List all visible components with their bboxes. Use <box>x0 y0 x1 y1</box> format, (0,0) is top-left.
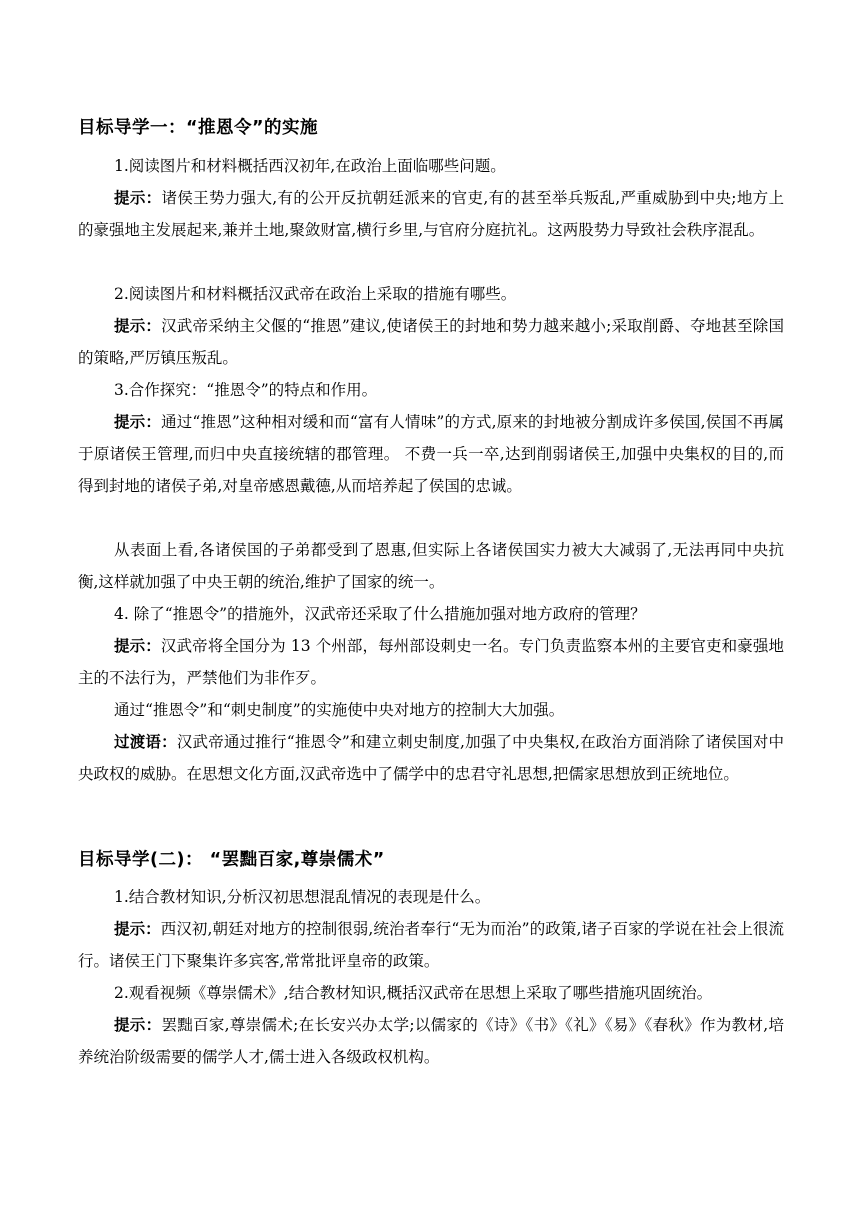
s1-question-3: 3.合作探究：“推恩令”的特点和作用。 <box>114 381 378 399</box>
section2-heading: 目标导学(二)： “罢黜百家,尊崇儒术” <box>78 850 385 870</box>
s1-question-1: 1.阅读图片和材料概括西汉初年,在政治上面临哪些问题。 <box>114 157 506 175</box>
s1-paragraph-4b: 通过“推恩令”和“刺史制度”的实施使中央对地方的控制大大加强。 <box>114 701 565 719</box>
s1-question-4: 4. 除了“推恩令”的措施外，汉武帝还采取了什么措施加强对地方政府的管理？ <box>114 605 646 623</box>
hint-label: 提示： <box>114 636 161 655</box>
section1-heading: 目标导学一：“推恩令”的实施 <box>78 118 319 138</box>
hint-label: 提示： <box>114 919 161 938</box>
hint-label: 提示： <box>114 412 162 431</box>
hint-label: 提示： <box>114 188 162 207</box>
s1-answer-4: 提示：汉武帝将全国分为 13 个州部，每州部设刺史一名。专门负责监察本州的主要官吏和豪强地主的不法行为，严禁他们为非作歹。 <box>78 636 784 687</box>
s1-question-2: 2.阅读图片和材料概括汉武帝在政治上采取的措施有哪些。 <box>114 285 517 303</box>
s1-answer-2: 提示：汉武帝采纳主父偃的“推恩”建议,使诸侯王的封地和势力越来越小;采取削爵、夺地甚至除国的策略,严厉镇压叛乱。 <box>78 316 784 367</box>
hint-label: 提示： <box>114 316 162 335</box>
s2-question-2: 2.观看视频《尊崇儒术》,结合教材知识,概括汉武帝在思想上采取了哪些措施巩固统治。 <box>114 984 713 1002</box>
s1-answer-3: 提示：通过“推恩”这种相对缓和而“富有人情味”的方式,原来的封地被分割成许多侯国,侯国不再属于原诸侯王管理,而归中央直接统辖的郡管理。 不费一兵一卒,达到削弱诸侯王,加强中央集权的目的,而得到封地的诸侯子弟,对皇帝感恩戴德,从而培养起了侯国的忠诚。 <box>78 412 784 495</box>
s2-answer-2: 提示：罢黜百家,尊崇儒术;在长安兴办太学;以儒家的《诗》《书》《礼》《易》《春秋》作为教材,培养统治阶级需要的儒学人才,儒士进入各级政权机构。 <box>78 1015 784 1066</box>
transition-label: 过渡语： <box>114 732 177 751</box>
hint-label: 提示： <box>114 1015 162 1034</box>
s1-paragraph-3b: 从表面上看,各诸侯国的子弟都受到了恩惠,但实际上各诸侯国实力被大大减弱了,无法再同中央抗衡,这样就加强了中央王朝的统治,维护了国家的统一。 <box>78 541 784 591</box>
s1-answer-1: 提示：诸侯王势力强大,有的公开反抗朝廷派来的官吏,有的甚至举兵叛乱,严重威胁到中央;地方上的豪强地主发展起来,兼并土地,聚敛财富,横行乡里,与官府分庭抗礼。这两股势力导致社会秩序混乱。 <box>78 188 784 239</box>
s2-question-1: 1.结合教材知识,分析汉初思想混乱情况的表现是什么。 <box>114 888 491 906</box>
s2-answer-1: 提示：西汉初,朝廷对地方的控制很弱,统治者奉行“无为而治”的政策,诸子百家的学说在社会上很流行。诸侯王门下聚集许多宾客,常常批评皇帝的政策。 <box>78 919 784 970</box>
s1-transition: 过渡语：汉武帝通过推行“推恩令”和建立刺史制度,加强了中央集权,在政治方面消除了诸侯国对中央政权的威胁。在思想文化方面,汉武帝选中了儒学中的忠君守礼思想,把儒家思想放到正统地位。 <box>78 732 784 783</box>
